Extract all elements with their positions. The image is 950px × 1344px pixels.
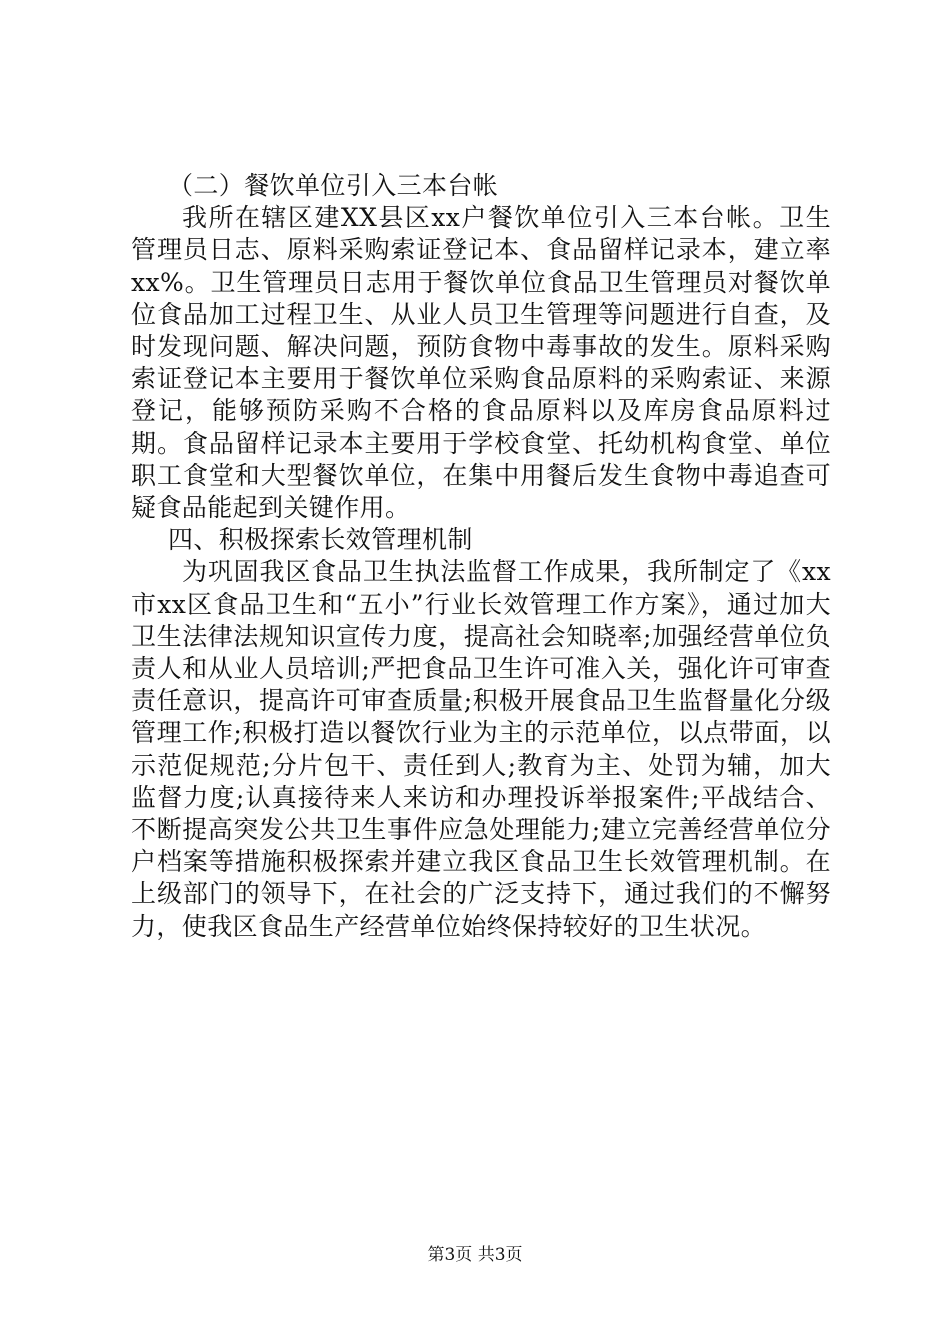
section-heading: （二）餐饮单位引入三本台帐: [168, 171, 499, 200]
page-number: 第3页 共3页: [427, 1245, 523, 1265]
chapter-heading: 四、积极探索长效管理机制: [168, 525, 473, 555]
paragraph: 我所在辖区建XX县区xx户餐饮单位引入三本台帐。卫生管理员日志、原料采购索证登记本、食品留样记录本，建立率xx%。卫生管理员日志用于餐饮单位食品卫生管理员对餐饮单位食品加工过程卫生、从业人员卫生管理等问题进行自查，及时发现问题、解决问题，预防食物中毒事故的发生。原料采购索证登记本主要用于餐饮单位采购食品原料的采购索证、来源登记，能够预防采购不合格的食品原料以及库房食品原料过期。食品留样记录本主要用于学校食堂、托幼机构食堂、单位职工食堂和大型餐饮单位，在集中用餐后发生食物中毒追查可疑食品能起到关键作用。: [131, 203, 831, 523]
document-body: [131, 170, 831, 943]
paragraph: 为巩固我区食品卫生执法监督工作成果，我所制定了《xx市xx区食品卫生和“五小”行业长效管理工作方案》，通过加大卫生法律法规知识宣传力度，提高社会知晓率;加强经营单位负责人和从业人员培训;严把食品卫生许可准入关，强化许可审查责任意识，提高许可审查质量;积极开展食品卫生监督量化分级管理工作;积极打造以餐饮行业为主的示范单位，以点带面，以示范促规范;分片包干、责任到人;教育为主、处罚为辅，加大监督力度;认真接待来人来访和办理投诉举报案件;平战结合、不断提高突发公共卫生事件应急处理能力;建立完善经营单位分户档案等措施积极探索并建立我区食品卫生长效管理机制。在上级部门的领导下，在社会的广泛支持下，通过我们的不懈努力，使我区食品生产经营单位始终保持较好的卫生状况。: [131, 557, 831, 941]
page-footer: [0, 1245, 950, 1265]
